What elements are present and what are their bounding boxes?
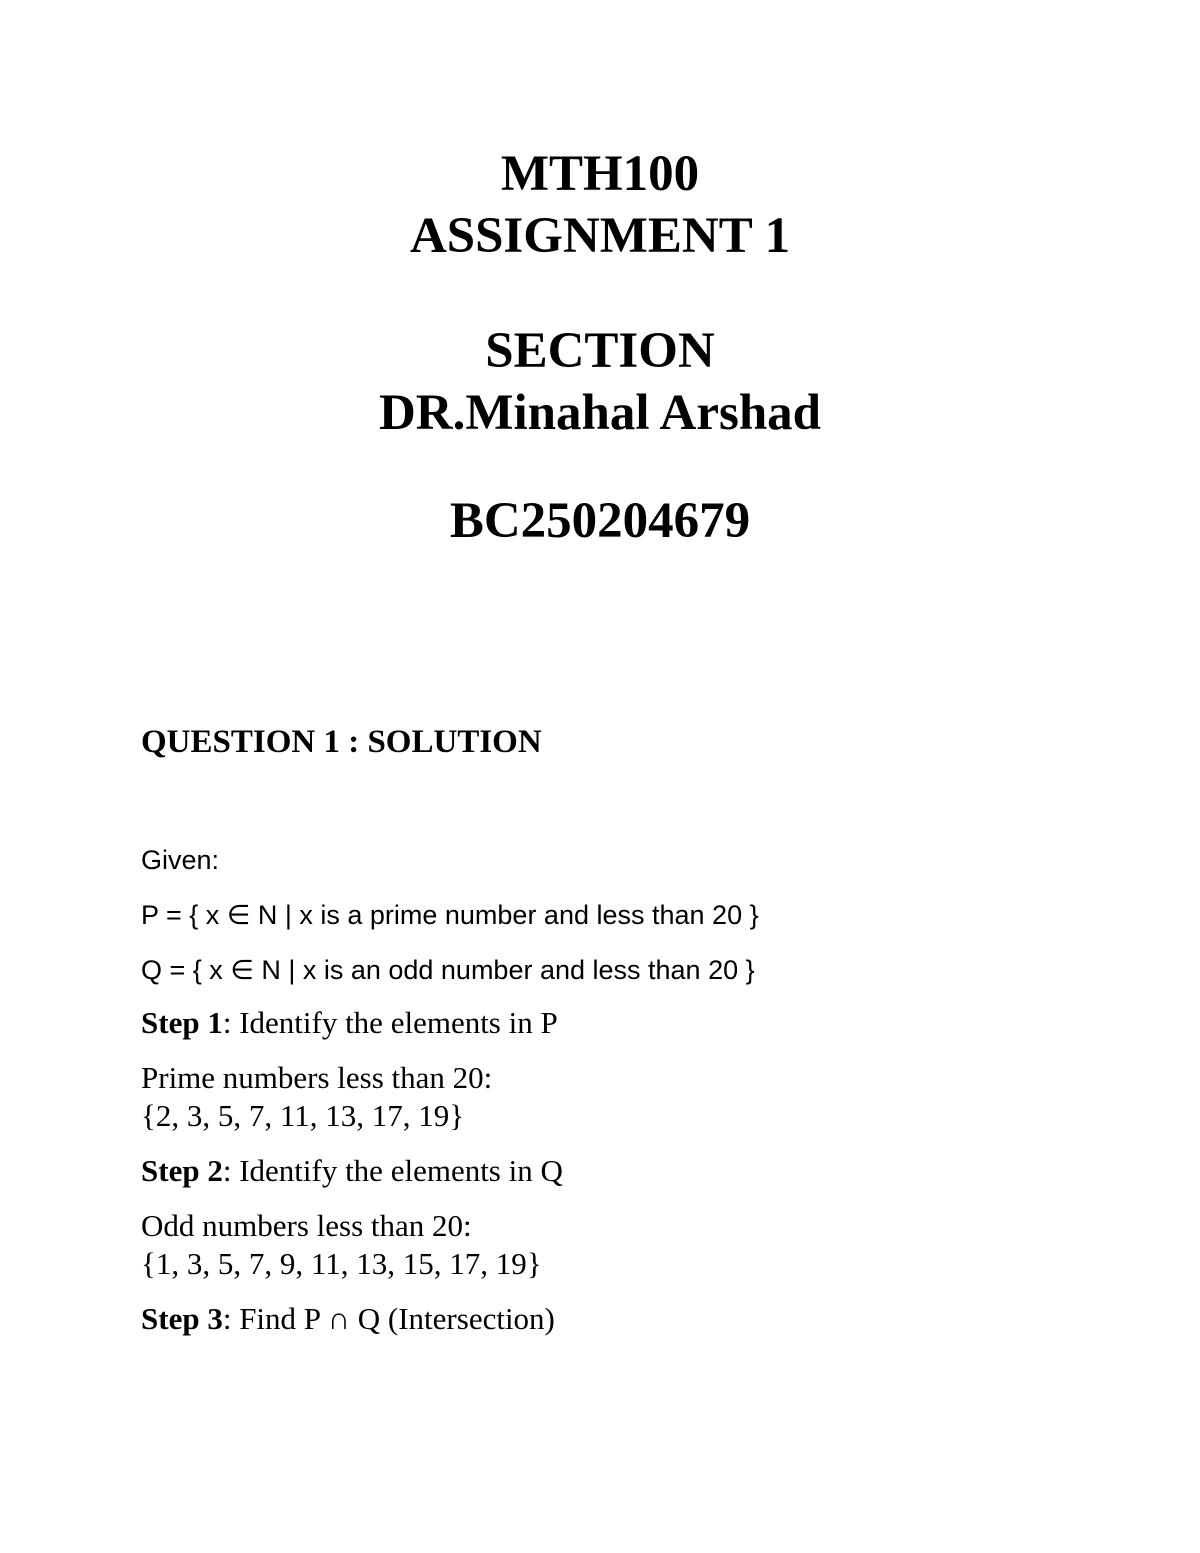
- step-2-line-2: {1, 3, 5, 7, 9, 11, 13, 15, 17, 19}: [141, 1246, 542, 1281]
- step-1-text: : Identify the elements in P: [222, 1005, 558, 1040]
- step-2-line-1: Odd numbers less than 20:: [141, 1208, 472, 1243]
- step-3-text: : Find P ∩ Q (Intersection): [222, 1301, 555, 1336]
- section-block: [0, 320, 1200, 444]
- set-p-definition: P = { x ∈ N | x is a prime number and less than 20 }: [141, 900, 759, 930]
- student-id-block: [0, 490, 1200, 552]
- step-1-label: Step 1: [141, 1005, 223, 1040]
- instructor-name: DR.Minahal Arshad: [378, 385, 822, 441]
- step-3: [141, 1300, 555, 1338]
- step-1-line-2: {2, 3, 5, 7, 11, 13, 17, 19}: [141, 1098, 465, 1133]
- step-2-detail: [141, 1207, 542, 1283]
- question-heading: QUESTION 1 : SOLUTION: [141, 724, 542, 760]
- given-label: Given:: [141, 845, 220, 875]
- step-3-label: Step 3: [141, 1301, 223, 1336]
- title-block: [0, 143, 1200, 267]
- course-code: MTH100: [500, 146, 700, 202]
- step-2-label: Step 2: [141, 1153, 223, 1188]
- set-q-definition: Q = { x ∈ N | x is an odd number and less than 20 }: [141, 955, 755, 985]
- step-2-text: : Identify the elements in Q: [222, 1153, 563, 1188]
- step-2: [141, 1152, 563, 1190]
- student-id: BC250204679: [449, 493, 751, 549]
- step-1-detail: [141, 1059, 492, 1135]
- section-label: SECTION: [485, 323, 715, 379]
- step-1-line-1: Prime numbers less than 20:: [141, 1060, 493, 1095]
- assignment-title: ASSIGNMENT 1: [409, 208, 791, 264]
- step-1: [141, 1004, 558, 1042]
